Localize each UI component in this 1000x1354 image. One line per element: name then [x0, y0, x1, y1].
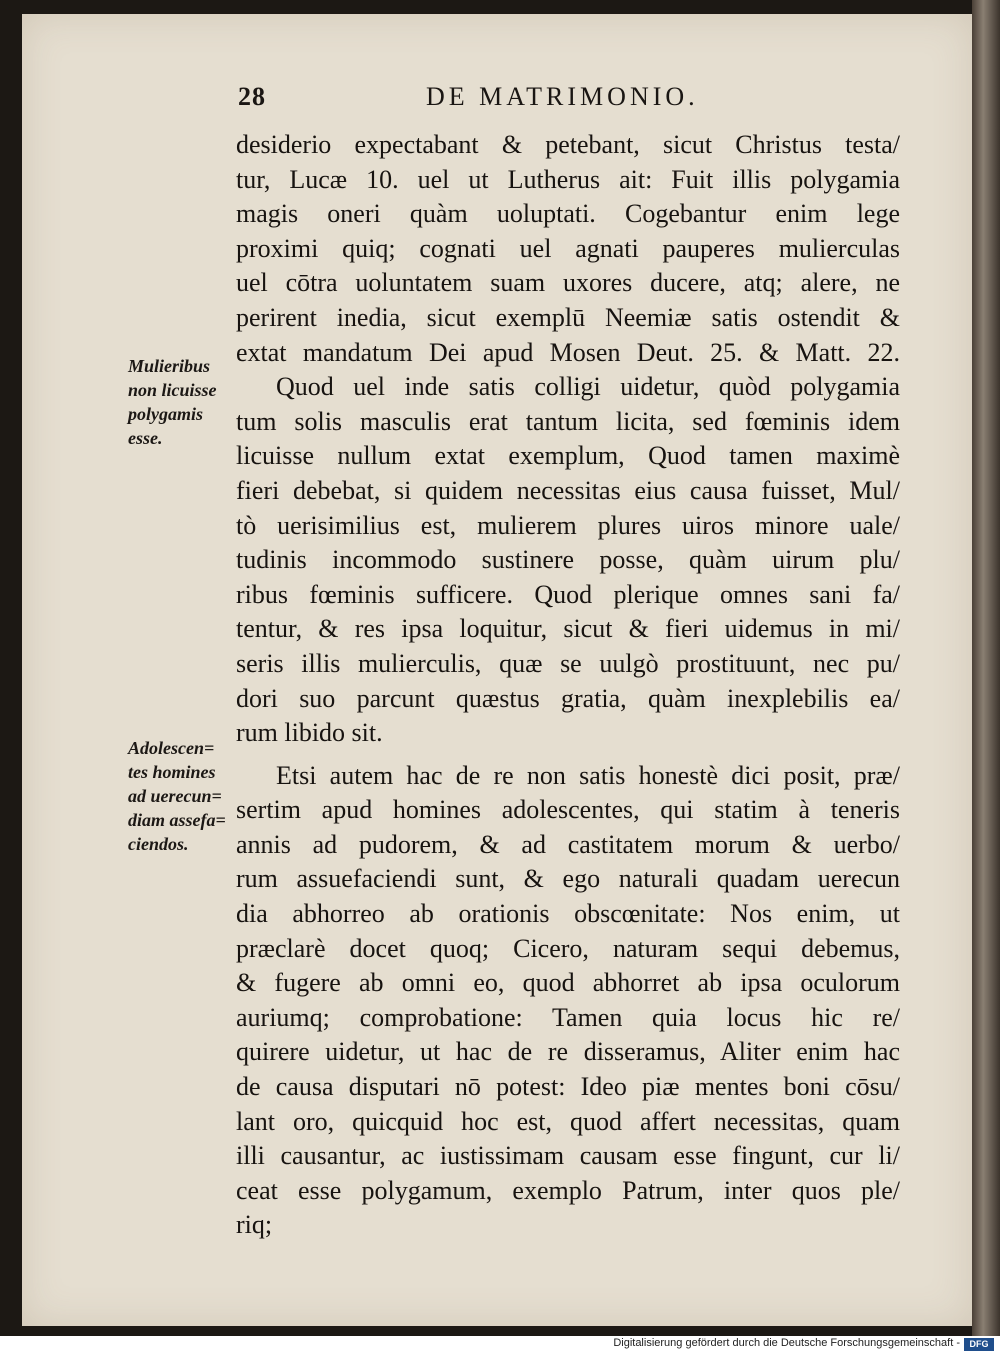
margin-note-1: [128, 354, 236, 450]
margin-note-line: esse.: [128, 428, 163, 448]
text-line: ribus fœminis sufficere. Quod plerique omnes sani fa/: [236, 579, 900, 609]
page-number: 28: [238, 82, 266, 111]
text-line: fieri debebat, si quidem necessitas eius causa fuisset, Mul/: [236, 475, 900, 505]
text-line: lant oro, quicquid hoc est, quod affert necessitas, quam: [236, 1106, 900, 1136]
text-line: de causa disputari nō potest: Ideo piæ mentes boni cōsu/: [236, 1072, 900, 1102]
text-line: quirere uidetur, ut hac de re disseramus, Aliter enim hac: [236, 1037, 900, 1067]
margin-note-line: ciendos.: [128, 834, 189, 854]
text-line: præclarè docet quoq; Cicero, naturam sequi debemus,: [236, 933, 900, 963]
text-line: tudinis incommodo sustinere posse, quàm uirum plu/: [236, 545, 900, 575]
margin-note-line: ad uerecun=: [128, 786, 222, 806]
margin-note-line: Mulieribus: [128, 356, 211, 376]
text-line: tum solis masculis erat tantum licita, sed fœminis idem: [236, 406, 900, 436]
text-line: proximi quiq; cognati uel agnati pauperes mulierculas: [236, 233, 900, 263]
text-line: annis ad pudorem, & ad castitatem morum & uerbo/: [236, 829, 900, 859]
text-line: perirent inedia, sicut exemplū Neemiæ satis ostendit &: [236, 302, 900, 332]
text-line: ceat esse polygamum, exemplo Patrum, inter quos ple/: [236, 1175, 900, 1205]
text-line: sertim apud homines adolescentes, qui statim à teneris: [236, 795, 900, 825]
margin-note-line: diam assefa=: [128, 810, 226, 830]
text-line: rum libido sit.: [236, 718, 383, 748]
text-line: tur, Lucæ 10. uel ut Lutherus ait: Fuit illis polygamia: [236, 164, 900, 194]
text-line: seris illis mulierculis, quæ se uulgò prostituunt, nec pu/: [236, 648, 900, 678]
text-line: auriumq; comprobatione: Tamen quia locus hic re/: [236, 1002, 900, 1032]
text-line: Quod uel inde satis colligi uidetur, quòd polygamia: [276, 372, 900, 402]
text-line: illi causantur, ac iustissimam causam esse fingunt, cur li/: [236, 1141, 900, 1171]
dfg-logo: DFG: [964, 1338, 994, 1351]
text-line: tentur, & res ipsa loquitur, sicut & fieri uidemus in mi/: [236, 614, 900, 644]
text-line: dori suo parcunt quæstus gratia, quàm inexplebilis ea/: [236, 683, 900, 713]
body-text: [236, 128, 900, 1243]
text-line: desiderio expectabant & petebant, sicut Christus testa/: [236, 130, 900, 159]
margin-note-line: Adolescen=: [128, 738, 215, 758]
text-line: extat mandatum Dei apud Mosen Deut. 25. & Matt. 22.: [236, 337, 900, 367]
footer-bar: [0, 1336, 1000, 1354]
text-line: magis oneri quàm uoluptati. Cogebantur enim lege: [236, 199, 900, 229]
running-head: [236, 78, 896, 118]
margin-note-line: tes homines: [128, 762, 216, 782]
text-line: rum assuefaciendi sunt, & ego naturali quadam uerecun: [236, 864, 900, 894]
text-line: Etsi autem hac de re non satis honestè dici posit, præ/: [276, 760, 900, 790]
margin-note-2: [128, 736, 236, 856]
text-line: tò uerisimilius est, mulierem plures uiros minore uale/: [236, 510, 900, 540]
margin-note-line: polygamis: [128, 404, 203, 424]
text-line: licuisse nullum extat exemplum, Quod tamen maximè: [236, 441, 900, 471]
text-line: dia abhorreo ab orationis obscœnitate: Nos enim, ut: [236, 899, 900, 929]
running-title: DE MATRIMONIO.: [426, 82, 699, 111]
book-page-edge: [972, 0, 1000, 1336]
text-line: & fugere ab omni eo, quod abhorret ab ipsa oculorum: [236, 968, 900, 998]
margin-note-line: non licuisse: [128, 380, 217, 400]
text-line: uel cōtra uoluntatem suam uxores ducere, atq; alere, ne: [236, 268, 900, 298]
catchword: riq;: [236, 1210, 273, 1240]
funding-notice: Digitalisierung gefördert durch die Deutsche Forschungsgemeinschaft -: [613, 1337, 960, 1349]
